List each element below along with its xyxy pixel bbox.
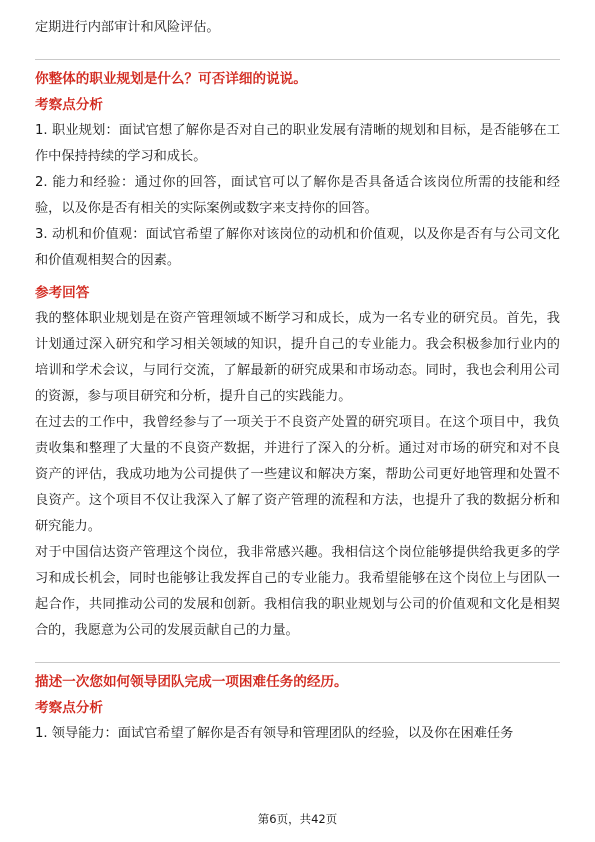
answer-paragraph: 对于中国信达资产管理这个岗位，我非常感兴趣。我相信这个岗位能够提供给我更多的学习和成长机会，同时也能够让我发挥自己的专业能力。我希望能够在这个岗位上与团队一起合作，共同推动公司的发展和创新。我相信我的职业规划与公司的价值观和文化是相契合的，我愿意为公司的发展贡献自己的力量。 <box>35 545 560 638</box>
analysis-heading: 考察点分析 <box>35 97 103 113</box>
answer-heading: 参考回答 <box>35 285 90 301</box>
analysis-heading: 考察点分析 <box>35 700 103 716</box>
analysis-item: 3. 动机和价值观：面试官希望了解你对该岗位的动机和价值观，以及你是否有与公司文化和价值观相契合的因素。 <box>35 227 560 268</box>
analysis-item: 1. 领导能力：面试官希望了解你是否有领导和管理团队的经验，以及你在困难任务 <box>35 726 514 741</box>
answer-paragraph: 在过去的工作中，我曾经参与了一项关于不良资产处置的研究项目。在这个项目中，我负责收集和整理了大量的不良资产数据，并进行了深入的分析。通过对市场的研究和对不良资产的评估，我成功地为公司提供了一些建议和解决方案，帮助公司更好地管理和处置不良资产。这个项目不仅让我深入了解了资产管理的流程和方法，也提升了我的数据分析和研究能力。 <box>35 415 560 534</box>
divider <box>35 662 560 663</box>
question-title: 描述一次您如何领导团队完成一项困难任务的经历。 <box>35 674 348 690</box>
analysis-item: 1. 职业规划：面试官想了解你是否对自己的职业发展有清晰的规划和目标，是否能够在工作中保持持续的学习和成长。 <box>35 123 560 164</box>
answer-paragraph: 我的整体职业规划是在资产管理领域不断学习和成长，成为一名专业的研究员。首先，我计划通过深入研究和学习相关领域的知识，提升自己的专业能力。我会积极参加行业内的培训和学术会议，与同行交流，了解最新的研究成果和市场动态。同时，我也会利用公司的资源，参与项目研究和分析，提升自己的实践能力。 <box>35 311 560 404</box>
page-number: 第6页，共42页 <box>257 812 338 826</box>
question-title: 你整体的职业规划是什么？可否详细的说说。 <box>35 71 307 87</box>
intro-text: 定期进行内部审计和风险评估。 <box>35 20 220 35</box>
document-page <box>35 0 560 747</box>
analysis-item: 2. 能力和经验：通过你的回答，面试官可以了解你是否具备适合该岗位所需的技能和经验，以及你是否有相关的实际案例或数字来支持你的回答。 <box>35 175 560 216</box>
divider <box>35 59 560 60</box>
